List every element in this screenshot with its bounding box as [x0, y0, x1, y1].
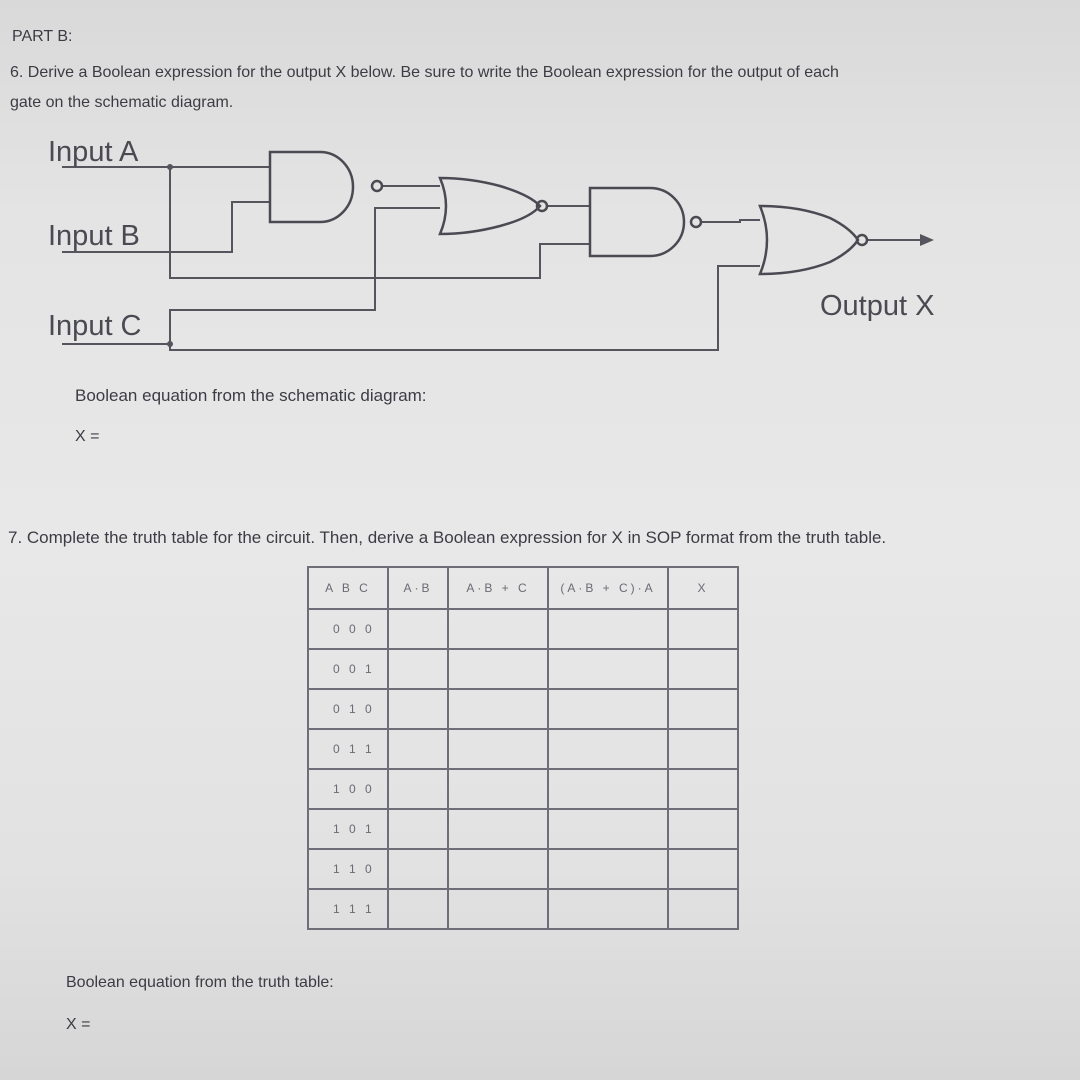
answer-cell[interactable] — [668, 849, 738, 889]
answer-cell[interactable] — [448, 769, 548, 809]
answer-cell[interactable] — [548, 809, 668, 849]
truth-table-equation-label: Boolean equation from the truth table: — [66, 974, 334, 991]
answer-cell[interactable] — [388, 769, 448, 809]
table-row — [308, 769, 738, 809]
nor-gate-4 — [760, 206, 867, 274]
schematic-equation-answer[interactable]: X = — [75, 428, 100, 445]
answer-cell[interactable] — [388, 729, 448, 769]
header-x: X — [668, 567, 738, 609]
answer-cell[interactable] — [668, 729, 738, 769]
schematic-equation-label: Boolean equation from the schematic diagram: — [75, 386, 427, 405]
answer-cell[interactable] — [668, 769, 738, 809]
nand-gate-1 — [270, 152, 382, 222]
header-ab-plus-c: A·B + C — [448, 567, 548, 609]
input-b-label: Input B — [48, 220, 140, 252]
answer-cell[interactable] — [668, 649, 738, 689]
answer-cell[interactable] — [668, 809, 738, 849]
answer-cell[interactable] — [448, 729, 548, 769]
table-row — [308, 649, 738, 689]
answer-cell[interactable] — [388, 809, 448, 849]
question-7-text: 7. Complete the truth table for the circuit. Then, derive a Boolean expression for X in SOP format from the truth table. — [8, 528, 887, 547]
truth-table-equation-answer[interactable]: X = — [66, 1016, 91, 1033]
junction-dot — [167, 341, 173, 347]
input-a-label: Input A — [48, 136, 139, 168]
table-row — [308, 849, 738, 889]
truth-table-header-row — [308, 567, 738, 609]
answer-cell[interactable] — [548, 609, 668, 649]
answer-cell[interactable] — [448, 849, 548, 889]
answer-cell[interactable] — [388, 889, 448, 929]
answer-cell[interactable] — [668, 609, 738, 649]
output-arrow-icon — [920, 234, 934, 246]
answer-cell[interactable] — [388, 609, 448, 649]
answer-cell[interactable] — [548, 689, 668, 729]
logic-circuit-schematic — [0, 0, 1080, 380]
answer-cell[interactable] — [548, 729, 668, 769]
input-combination-cell: 1 1 1 — [308, 889, 388, 929]
wire-c-vertical — [170, 222, 375, 344]
answer-cell[interactable] — [388, 649, 448, 689]
table-row — [308, 889, 738, 929]
answer-cell[interactable] — [448, 689, 548, 729]
wire-gate3-to-gate4 — [700, 220, 760, 222]
input-combination-cell: 0 0 0 — [308, 609, 388, 649]
answer-cell[interactable] — [548, 649, 668, 689]
input-c-label: Input C — [48, 310, 142, 342]
table-row — [308, 609, 738, 649]
input-combination-cell: 1 1 0 — [308, 849, 388, 889]
header-ab: A·B — [388, 567, 448, 609]
answer-cell[interactable] — [668, 689, 738, 729]
wire-a-to-gate3 — [375, 244, 590, 278]
answer-cell[interactable] — [448, 889, 548, 929]
input-combination-cell: 1 0 0 — [308, 769, 388, 809]
answer-cell[interactable] — [388, 849, 448, 889]
input-combination-cell: 1 0 1 — [308, 809, 388, 849]
input-combination-cell: 0 1 1 — [308, 729, 388, 769]
header-ab-plus-c-and-a: (A·B + C)·A — [548, 567, 668, 609]
question-6-text-continued: gate on the schematic diagram. — [10, 94, 234, 111]
table-row — [308, 809, 738, 849]
answer-cell[interactable] — [388, 689, 448, 729]
junction-dot — [167, 164, 173, 170]
table-row — [308, 689, 738, 729]
answer-cell[interactable] — [448, 809, 548, 849]
answer-cell[interactable] — [548, 849, 668, 889]
answer-cell[interactable] — [548, 889, 668, 929]
nand-gate-3 — [590, 188, 701, 256]
answer-cell[interactable] — [448, 649, 548, 689]
question-6-text: 6. Derive a Boolean expression for the output X below. Be sure to write the Boolean expression for the output of each — [10, 64, 839, 81]
truth-table — [307, 566, 739, 930]
answer-cell[interactable] — [668, 889, 738, 929]
output-x-label: Output X — [820, 290, 935, 322]
table-row — [308, 729, 738, 769]
answer-cell[interactable] — [448, 609, 548, 649]
input-combination-cell: 0 1 0 — [308, 689, 388, 729]
input-combination-cell: 0 0 1 — [308, 649, 388, 689]
nor-gate-2 — [440, 178, 547, 234]
wire-b-to-gate1 — [170, 202, 270, 252]
part-heading: PART B: — [12, 28, 73, 45]
answer-cell[interactable] — [548, 769, 668, 809]
header-abc: A B C — [308, 567, 388, 609]
